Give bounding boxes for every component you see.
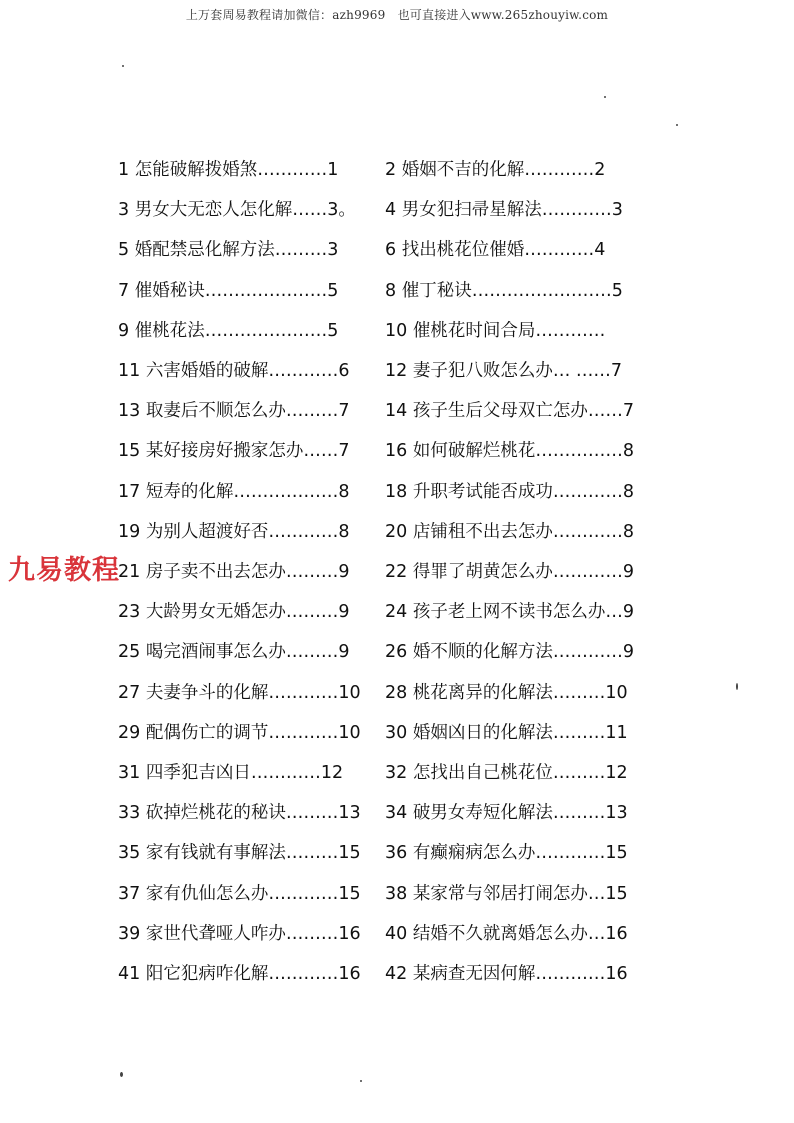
toc-entry: 30 婚姻凶日的化解法………11 (385, 722, 628, 743)
toc-row (0, 914, 794, 954)
toc-entry: 28 桃花离异的化解法………10 (385, 682, 628, 703)
toc-row (0, 512, 794, 552)
scan-speck (122, 65, 124, 67)
toc-row (0, 592, 794, 632)
toc-row (0, 271, 794, 311)
scan-speck (736, 683, 738, 690)
toc-entry: 10 催桃花时间合局………… (385, 320, 606, 341)
toc-entry: 1 怎能破解拨婚煞…………1 (118, 160, 339, 180)
toc-entry: 38 某家常与邻居打闹怎办…15 (385, 883, 628, 904)
toc-entry: 22 得罪了胡黄怎么办…………9 (385, 562, 634, 582)
page-header: 上万套周易教程请加微信：azh9969 也可直接进入www.265zhouyiw.com (185, 8, 609, 22)
toc-entry: 25 喝完酒闹事怎么办………9 (118, 642, 350, 663)
toc-entry: 4 男女犯扫帚星解法…………3 (385, 200, 623, 221)
toc-entry: 11 六害婚婚的破解…………6 (118, 361, 350, 381)
toc-row (0, 753, 794, 793)
toc-entry: 15 某好接房好搬家怎办……7 (118, 441, 350, 462)
toc-entry: 20 店铺租不出去怎办…………8 (385, 521, 634, 542)
toc-entry: 32 怎找出自己桃花位………12 (385, 763, 628, 783)
toc-entry: 35 家有钱就有事解法………15 (118, 843, 361, 864)
toc-row (0, 351, 794, 391)
toc-row (0, 311, 794, 351)
toc-entry: 29 配偶伤亡的调节…………10 (118, 722, 361, 743)
toc-entry: 40 结婚不久就离婚怎么办…16 (385, 923, 628, 944)
toc-entry: 34 破男女寿短化解法………13 (385, 803, 628, 824)
toc-row (0, 552, 794, 592)
toc-entry: 24 孩子老上网不读书怎么办…9 (385, 602, 634, 623)
toc-entry: 33 砍掉烂桃花的秘诀………13 (118, 803, 361, 824)
toc-entry: 13 取妻后不顺怎么办………7 (118, 401, 350, 422)
toc-entry: 17 短寿的化解………………8 (118, 481, 350, 502)
scan-speck (604, 96, 606, 98)
toc-row (0, 391, 794, 431)
toc-entry: 2 婚姻不吉的化解…………2 (385, 160, 606, 180)
toc-entry: 26 婚不顺的化解方法…………9 (385, 642, 634, 663)
toc-entry: 39 家世代聋哑人咋办………16 (118, 923, 361, 944)
toc-row (0, 874, 794, 914)
toc-entry: 37 家有仇仙怎么办…………15 (118, 883, 361, 904)
toc-entry: 19 为别人超渡好否…………8 (118, 521, 350, 542)
toc-entry: 12 妻子犯八败怎么办… ……7 (385, 361, 623, 381)
watermark-logo: 九易教程 (8, 555, 120, 586)
toc-entry: 9 催桃花法…………………5 (118, 320, 339, 341)
toc-entry: 8 催丁秘诀……………………5 (385, 280, 623, 301)
toc-entry: 31 四季犯吉凶日…………12 (118, 763, 344, 783)
toc-row (0, 472, 794, 512)
scan-speck (120, 1072, 123, 1077)
toc-entry: 14 孩子生后父母双亡怎办……7 (385, 401, 634, 422)
toc-entry: 7 催婚秘诀…………………5 (118, 280, 339, 301)
toc-entry: 21 房子卖不出去怎办………9 (118, 562, 350, 582)
toc-entry: 18 升职考试能否成功…………8 (385, 481, 634, 502)
toc-row (0, 833, 794, 873)
toc-row (0, 954, 794, 994)
toc-row (0, 632, 794, 672)
toc-row (0, 230, 794, 270)
toc-entry: 36 有癫痫病怎么办…………15 (385, 843, 628, 864)
toc-entry: 23 大龄男女无婚怎办………9 (118, 602, 350, 623)
toc-row (0, 713, 794, 753)
toc-row (0, 793, 794, 833)
toc-row (0, 431, 794, 471)
toc-row (0, 673, 794, 713)
toc-row (0, 150, 794, 190)
toc-entry: 3 男女大无恋人怎化解……3。 (118, 200, 356, 221)
toc-entry: 6 找出桃花位催婚…………4 (385, 240, 606, 261)
toc-entry: 5 婚配禁忌化解方法………3 (118, 240, 339, 261)
toc-entry: 27 夫妻争斗的化解…………10 (118, 682, 361, 703)
scan-speck (676, 124, 678, 126)
toc-row (0, 190, 794, 230)
scan-speck (360, 1080, 362, 1082)
toc-entry: 41 阳它犯病咋化解…………16 (118, 964, 361, 984)
toc-entry: 42 某病查无因何解…………16 (385, 964, 628, 984)
toc-entry: 16 如何破解烂桃花……………8 (385, 441, 634, 462)
